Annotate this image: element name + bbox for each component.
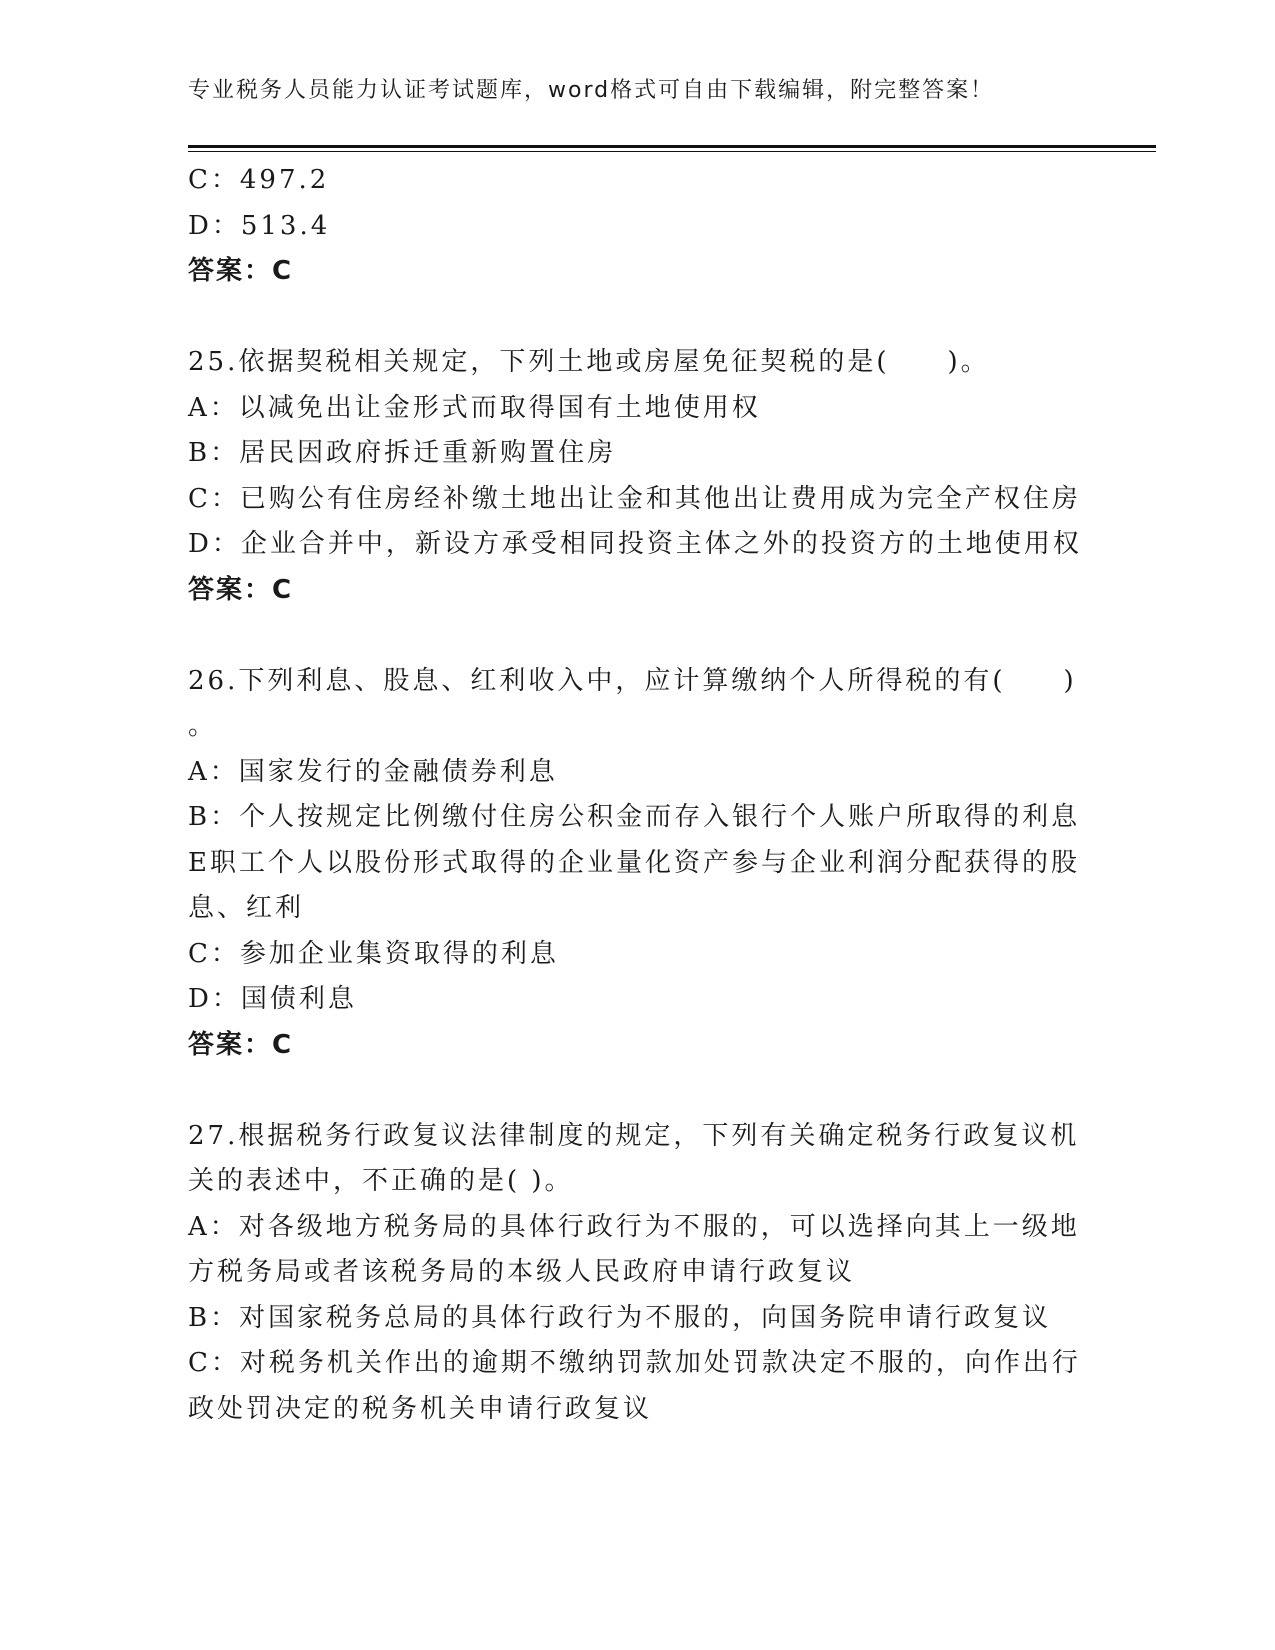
option-line: D：国债利息	[188, 984, 357, 1014]
option-line: C：已购公有住房经补缴土地出让金和其他出让费用成为完全产权住房	[188, 483, 1081, 514]
option-line: A：以减免出让金形式而取得国有土地使用权	[188, 392, 761, 423]
option-line: C：参加企业集资取得的利息	[188, 938, 559, 969]
option-line: C：对税务机关作出的逾期不缴纳罚款加处罚款决定不服的，向作出行	[188, 1348, 1081, 1378]
question-stem: 25.依据契税相关规定，下列土地或房屋免征契税的是( )。	[188, 347, 990, 377]
question-stem: 27.根据税务行政复议法律制度的规定，下列有关确定税务行政复议机	[188, 1120, 1080, 1151]
option-line: 政处罚决定的税务机关申请行政复议	[188, 1393, 653, 1424]
option-line: D：企业合并中，新设方承受相同投资主体之外的投资方的土地使用权	[188, 529, 1082, 559]
option-line: E职工个人以股份形式取得的企业量化资产参与企业利润分配获得的股	[188, 847, 1080, 878]
option-line: A：对各级地方税务局的具体行政行为不服的，可以选择向其上一级地	[188, 1211, 1080, 1242]
question-content	[188, 158, 1088, 1432]
spacer	[188, 295, 1088, 341]
option-line: D：513.4	[188, 210, 331, 241]
answer-line: 答案：C	[188, 1029, 294, 1060]
answer-line: 答案：C	[188, 574, 294, 605]
question-stem-continued: 。	[188, 711, 218, 741]
option-line: C：497.2	[188, 165, 330, 195]
option-line: B：对国家税务总局的具体行政行为不服的，向国务院申请行政复议	[188, 1302, 1052, 1333]
option-line: 息、红利	[188, 893, 305, 923]
spacer	[188, 613, 1088, 659]
header-rule-thin	[188, 151, 1156, 152]
question-stem-continued: 关的表述中，不正确的是( )。	[188, 1166, 574, 1196]
header-rule-thick	[188, 145, 1156, 148]
answer-line: 答案：C	[188, 256, 294, 286]
option-line: 方税务局或者该税务局的本级人民政府申请行政复议	[188, 1257, 856, 1287]
option-line: B：居民因政府拆迁重新购置住房	[188, 438, 617, 468]
spacer	[188, 1068, 1088, 1114]
question-stem: 26.下列利息、股息、红利收入中，应计算缴纳个人所得税的有( )	[188, 665, 1077, 696]
page-header: 专业税务人员能力认证考试题库，word格式可自由下载编辑，附完整答案！	[188, 78, 995, 103]
option-line: A：国家发行的金融债券利息	[188, 756, 558, 787]
option-line: B：个人按规定比例缴付住房公积金而存入银行个人账户所取得的利息	[188, 802, 1081, 832]
